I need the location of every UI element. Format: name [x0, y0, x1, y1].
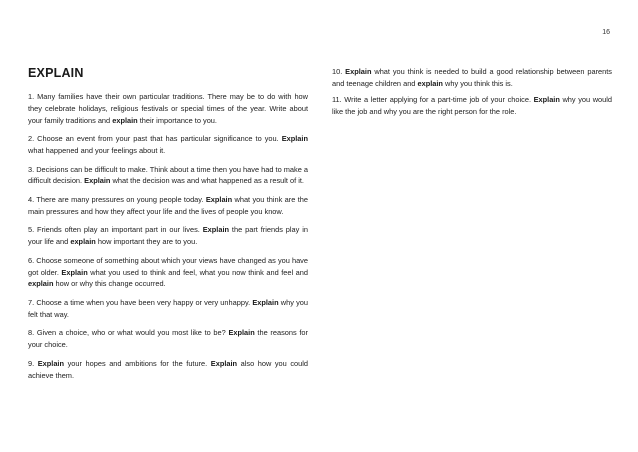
keyword-explain: Explain — [84, 176, 111, 186]
prompt-7: 7. Choose a time when you have been very happy or very unhappy. Explain why you felt that way. — [28, 297, 309, 319]
keyword-explain: explain — [112, 115, 138, 125]
keyword-explain: Explain — [533, 95, 560, 105]
page-number: 16 — [602, 29, 610, 36]
prompt-9: 9. Explain your hopes and ambitions for the future. Explain also how you could achieve them. — [28, 358, 308, 380]
prompt-8: 8. Given a choice, who or what would you most like to be? Explain the reasons for your choice. — [28, 328, 308, 350]
keyword-explain: Explain — [37, 358, 65, 368]
prompt-2: 2. Choose an event from your past that has particular significance to you. Explain what happened and your feelings about it. — [28, 134, 308, 155]
keyword-explain: explain — [417, 78, 443, 88]
keyword-explain: Explain — [61, 267, 88, 277]
keyword-explain: Explain — [210, 358, 238, 368]
keyword-explain: Explain — [228, 328, 255, 338]
prompt-1: 1. Many families have their own particular traditions. There may be to do with how they celebrate holidays, religious festivals or special times of the year. Write about your family traditions and explain their importance to you. — [28, 92, 308, 125]
keyword-explain: explain — [28, 279, 54, 289]
keyword-explain: Explain — [202, 225, 230, 235]
prompt-5: 5. Friends often play an important part in our lives. Explain the part friends play in your life and explain how important they are to you. — [28, 225, 308, 247]
prompt-10: 10. Explain what you think is needed to build a good relationship between parents and teenage children and explain why you think this is. — [332, 67, 613, 88]
prompt-3: 3. Decisions can be difficult to make. Think about a time then you have had to make a difficult decision. Explain what the decision was and what happened as a result of it. — [28, 164, 308, 186]
prompt-4: 4. There are many pressures on young people today. Explain what you think are the main pressures and how they affect your life and the lives of people you know. — [28, 194, 308, 216]
prompt-6: 6. Choose someone of something about which your views have changed as you have got older. Explain what you used to think and feel, what you now think and feel and explain how or why this change occurred. — [28, 255, 308, 289]
keyword-explain: Explain — [205, 194, 233, 204]
keyword-explain: Explain — [252, 297, 279, 307]
keyword-explain: explain — [70, 237, 96, 247]
prompt-11: 11. Write a letter applying for a part-time job of your choice. Explain why you would like the job and why you are the right person for the role. — [332, 95, 613, 116]
section-heading: EXPLAIN — [28, 66, 84, 80]
keyword-explain: Explain — [281, 134, 308, 144]
right-column — [332, 66, 612, 122]
keyword-explain: Explain — [345, 67, 372, 76]
left-column — [28, 66, 308, 388]
